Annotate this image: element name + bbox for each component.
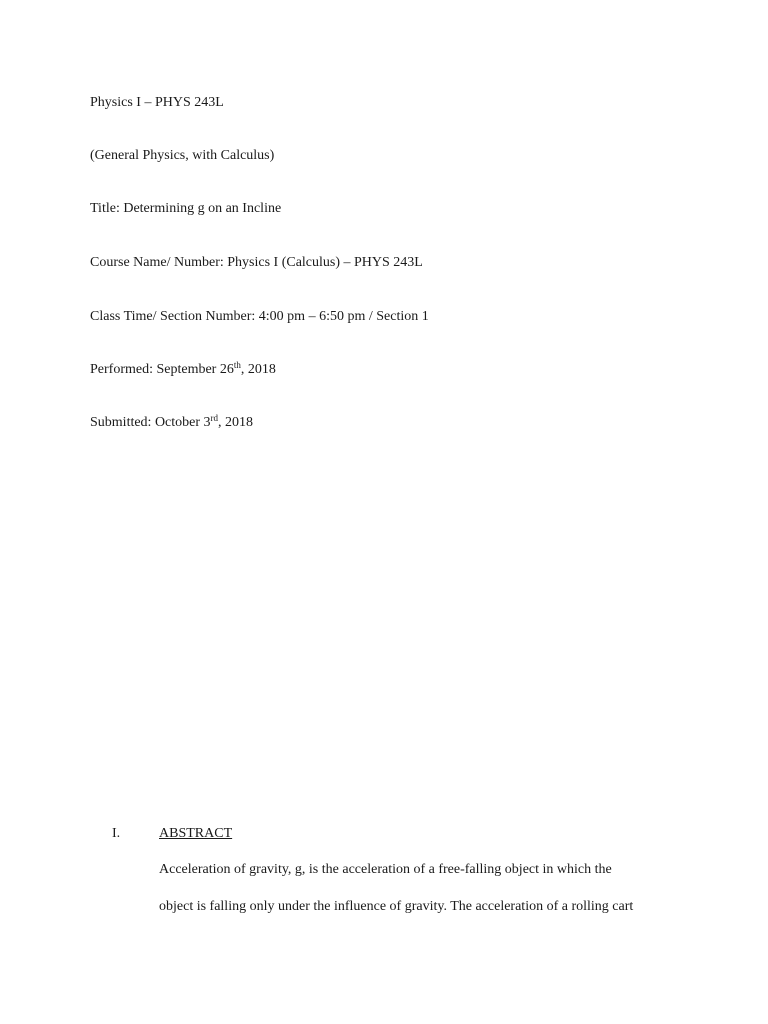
course-line: Physics I – PHYS 243L xyxy=(90,95,224,110)
performed-suffix: , 2018 xyxy=(240,362,276,377)
performed-date xyxy=(90,361,276,379)
submitted-ordinal: rd xyxy=(210,413,219,423)
course-subtitle: (General Physics, with Calculus) xyxy=(90,148,275,163)
report-title: Title: Determining g on an Incline xyxy=(90,201,282,216)
submitted-date xyxy=(90,414,253,432)
abstract-line: Acceleration of gravity, g, is the acceleration of a free-falling object in which the xyxy=(159,862,612,877)
section-heading: ABSTRACT xyxy=(159,826,233,841)
class-time-section: Class Time/ Section Number: 4:00 pm – 6:50 pm / Section 1 xyxy=(90,309,429,324)
submitted-suffix: , 2018 xyxy=(218,415,254,430)
submitted-prefix: Submitted: October 3 xyxy=(90,415,211,430)
performed-ordinal: th xyxy=(233,360,241,370)
performed-prefix: Performed: September 26 xyxy=(90,362,234,377)
abstract-line: object is falling only under the influence of gravity. The acceleration of a rolling cart xyxy=(159,899,634,914)
course-name-number: Course Name/ Number: Physics I (Calculus) – PHYS 243L xyxy=(90,255,423,270)
section-number: I. xyxy=(112,826,121,841)
